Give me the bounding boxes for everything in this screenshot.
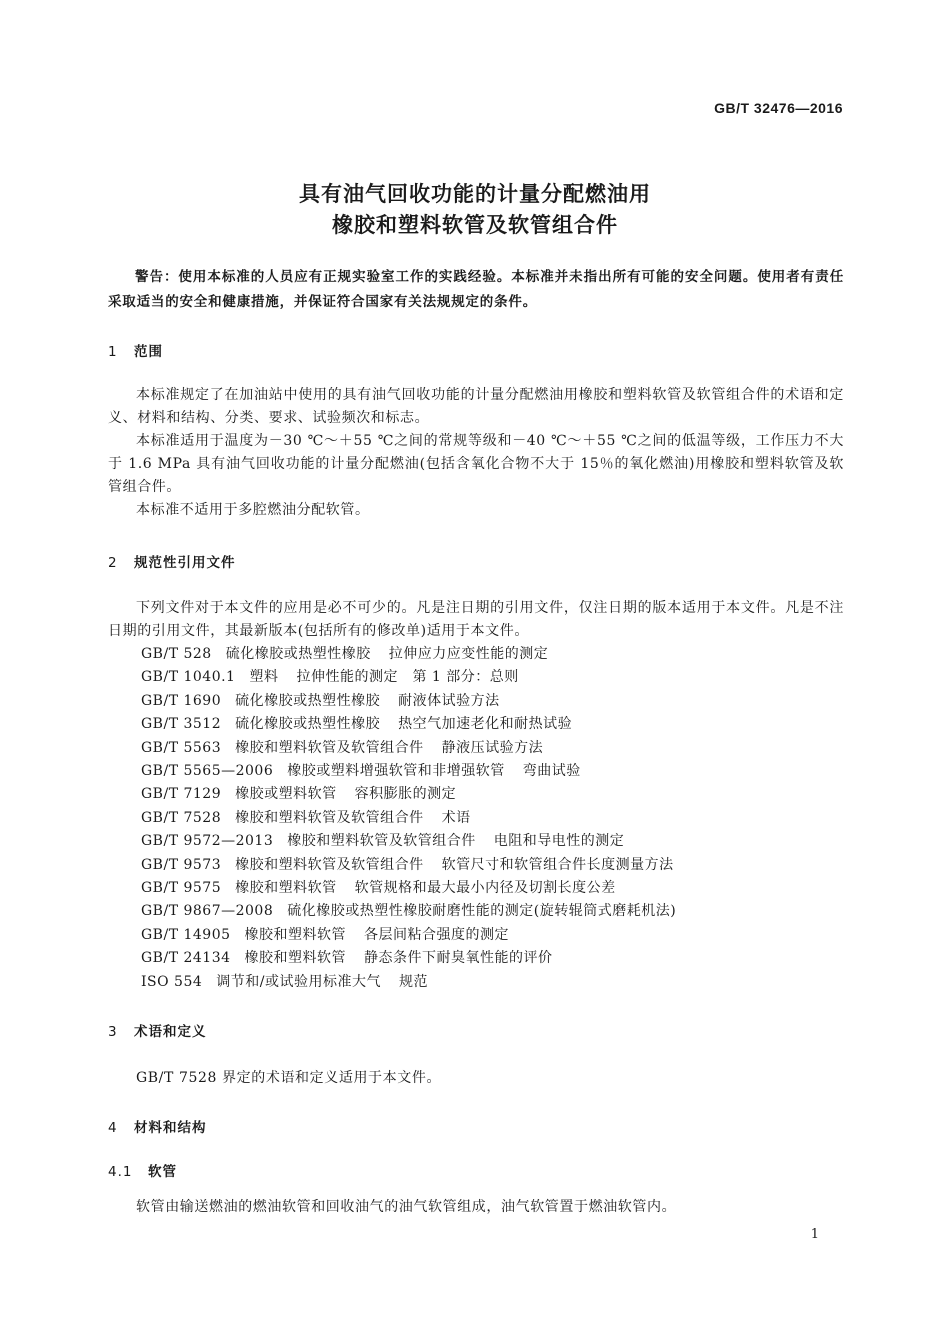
section-1-heading [108, 340, 163, 360]
reference-item [141, 760, 851, 783]
reference-item [141, 666, 851, 689]
reference-name: 橡胶和塑料软管及软管组合件 [235, 856, 424, 873]
section-title: 规范性引用文件 [134, 555, 236, 571]
subsection-title: 软管 [148, 1164, 177, 1180]
reference-code: ISO 554 [141, 973, 203, 990]
section-1-paragraph-2: 本标准适用于温度为－30 ℃～＋55 ℃之间的常规等级和－40 ℃～＋55 ℃之间的低温等级，工作压力不大于 1.6 MPa 具有油气回收功能的计量分配燃油(包括含氧化合物不大于 15％的氧化燃油)用橡胶和塑料软管及软管组合件。 [108, 433, 844, 495]
reference-code: GB/T 9573 [141, 856, 222, 873]
reference-item [141, 971, 851, 994]
reference-name: 橡胶或塑料软管 [235, 786, 337, 803]
reference-name: 橡胶和塑料软管及软管组合件 [287, 833, 476, 850]
section-title: 范围 [134, 344, 163, 360]
reference-name: 橡胶和塑料软管及软管组合件 [235, 809, 424, 826]
document-title-line2: 橡胶和塑料软管及软管组合件 [332, 213, 618, 237]
reference-subtitle: 耐液体试验方法 [398, 692, 500, 709]
subsection-number: 4.1 [108, 1164, 133, 1180]
standard-code: GB/T 32476—2016 [714, 100, 843, 116]
reference-name: 橡胶和塑料软管 [244, 950, 347, 967]
reference-list [141, 643, 851, 994]
reference-code: GB/T 3512 [141, 716, 222, 733]
reference-subtitle: 规范 [399, 973, 428, 990]
section-title: 术语和定义 [134, 1024, 207, 1040]
reference-name: 橡胶和塑料软管 [235, 880, 337, 897]
reference-code: GB/T 14905 [141, 926, 231, 943]
reference-subtitle: 术语 [441, 809, 471, 826]
reference-subtitle: 容积膨胀的测定 [354, 786, 457, 803]
section-number: 3 [108, 1024, 118, 1040]
reference-code: GB/T 5565—2006 [141, 763, 274, 780]
section-3-paragraph: GB/T 7528 界定的术语和定义适用于本文件。 [136, 1070, 442, 1086]
reference-code: GB/T 9867—2008 [141, 903, 274, 920]
reference-code: GB/T 9575 [141, 880, 222, 897]
section-number: 1 [108, 344, 118, 360]
reference-item [141, 737, 851, 760]
reference-item [141, 643, 851, 666]
reference-name: 橡胶或塑料增强软管和非增强软管 [287, 763, 505, 780]
reference-code: GB/T 7129 [141, 786, 222, 803]
reference-name: 硫化橡胶或热塑性橡胶 [235, 716, 381, 733]
reference-subtitle: 各层间粘合强度的测定 [364, 926, 510, 943]
reference-item [141, 947, 851, 970]
reference-item [141, 783, 851, 806]
reference-name: 硫化橡胶或热塑性橡胶 [235, 692, 381, 709]
reference-name: 硫化橡胶或热塑性橡胶耐磨性能的测定(旋转辊筒式磨耗机法) [287, 903, 677, 920]
reference-subtitle: 热空气加速老化和耐热试验 [398, 716, 573, 733]
section-2-heading [108, 551, 236, 571]
section-1-paragraph-3: 本标准不适用于多腔燃油分配软管。 [136, 502, 370, 518]
section-title: 材料和结构 [134, 1120, 207, 1136]
reference-item [141, 807, 851, 830]
page-number: 1 [810, 1227, 819, 1242]
section-4-heading [108, 1116, 207, 1136]
reference-code: GB/T 1040.1 [141, 669, 236, 686]
reference-subtitle: 拉伸性能的测定 第 1 部分：总则 [296, 669, 519, 686]
reference-subtitle: 拉伸应力应变性能的测定 [388, 646, 549, 662]
reference-item [141, 924, 851, 947]
section-3-heading [108, 1020, 207, 1040]
section-number: 4 [108, 1120, 118, 1136]
reference-code: GB/T 1690 [141, 692, 222, 709]
reference-item [141, 877, 851, 900]
reference-name: 橡胶和塑料软管 [244, 926, 347, 943]
section-1-paragraph-1: 本标准规定了在加油站中使用的具有油气回收功能的计量分配燃油用橡胶和塑料软管及软管组合件的术语和定义、材料和结构、分类、要求、试验频次和标志。 [108, 387, 844, 426]
reference-item [141, 900, 851, 923]
section-4-1-paragraph: 软管由输送燃油的燃油软管和回收油气的油气软管组成，油气软管置于燃油软管内。 [136, 1199, 677, 1215]
reference-subtitle: 电阻和导电性的测定 [493, 833, 625, 850]
reference-subtitle: 静液压试验方法 [441, 739, 544, 756]
reference-name: 硫化橡胶或热塑性橡胶 [225, 646, 371, 662]
section-2-intro: 下列文件对于本文件的应用是必不可少的。凡是注日期的引用文件，仅注日期的版本适用于本文件。凡是不注日期的引用文件，其最新版本(包括所有的修改单)适用于本文件。 [108, 600, 844, 639]
reference-name: 塑料 [249, 669, 279, 686]
section-number: 2 [108, 555, 118, 571]
reference-code: GB/T 24134 [141, 950, 231, 967]
reference-item [141, 690, 851, 713]
reference-subtitle: 静态条件下耐臭氧性能的评价 [364, 950, 553, 967]
reference-name: 调节和/或试验用标准大气 [216, 973, 381, 990]
reference-subtitle: 软管规格和最大最小内径及切割长度公差 [354, 880, 616, 897]
reference-item [141, 830, 851, 853]
reference-subtitle: 弯曲试验 [522, 763, 581, 780]
reference-code: GB/T 528 [141, 646, 212, 662]
reference-item [141, 713, 851, 736]
reference-subtitle: 软管尺寸和软管组合件长度测量方法 [441, 856, 674, 873]
section-4-1-heading [108, 1160, 177, 1180]
reference-code: GB/T 9572—2013 [141, 833, 274, 850]
reference-item [141, 854, 851, 877]
warning-paragraph: 警告：使用本标准的人员应有正规实验室工作的实践经验。本标准并未指出所有可能的安全问题。使用者有责任采取适当的安全和健康措施，并保证符合国家有关法规规定的条件。 [108, 269, 844, 310]
reference-name: 橡胶和塑料软管及软管组合件 [235, 739, 424, 756]
document-title-line1: 具有油气回收功能的计量分配燃油用 [299, 182, 651, 206]
reference-code: GB/T 7528 [141, 809, 222, 826]
reference-code: GB/T 5563 [141, 739, 222, 756]
